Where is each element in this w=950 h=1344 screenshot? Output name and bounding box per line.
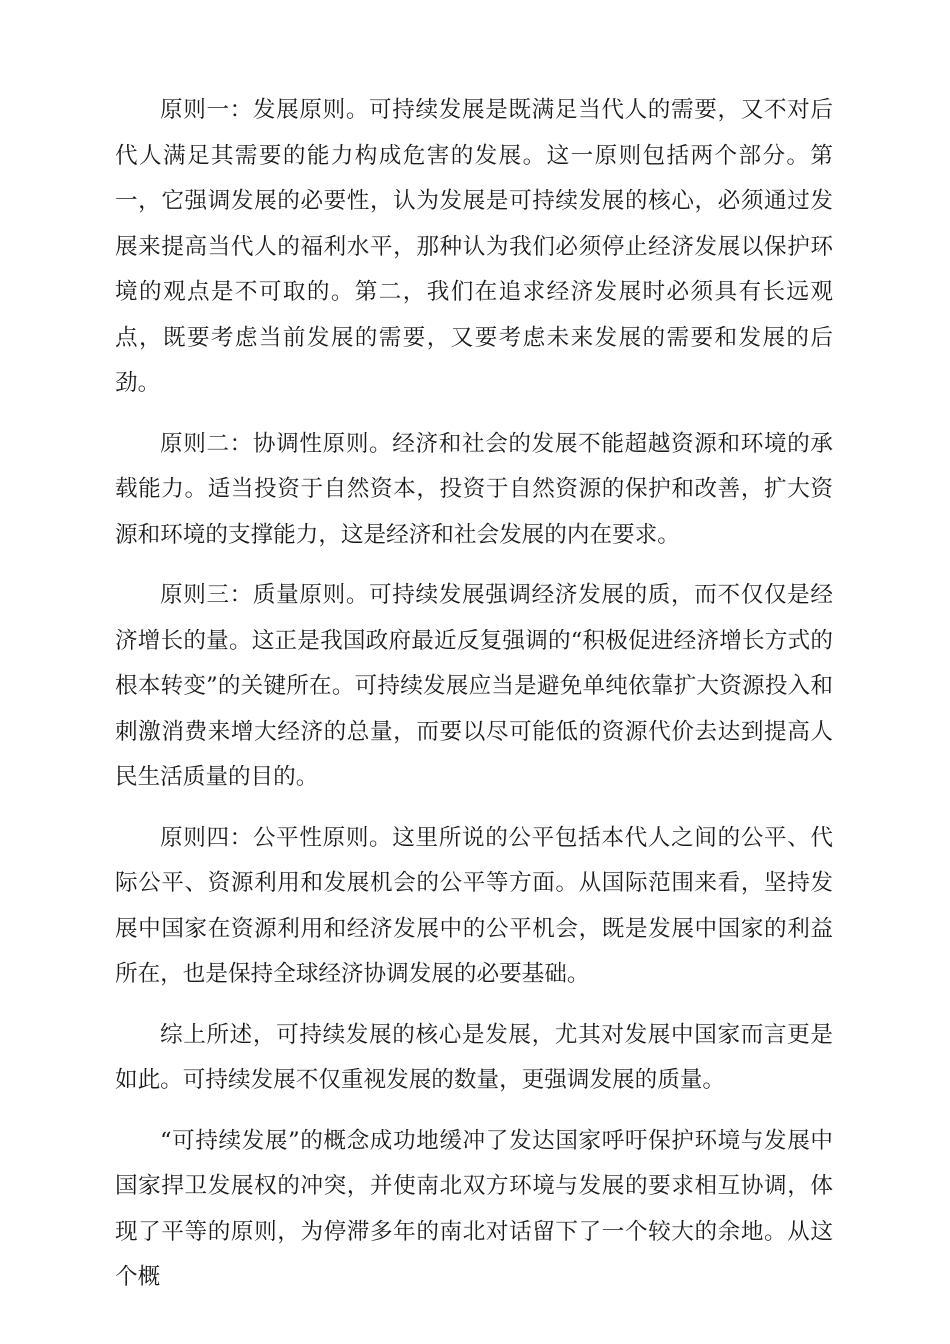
paragraph-principle-four: 原则四：公平性原则。这里所说的公平包括本代人之间的公平、代际公平、资源利用和发展机会的公平等方面。从国际范围来看，坚持发展中国家在资源利用和经济发展中的公平机会，既是发展中国家的利益所在，也是保持全球经济协调发展的必要基础。 — [115, 824, 833, 987]
paragraph-principle-three: 原则三：质量原则。可持续发展强调经济发展的质，而不仅仅是经济增长的量。这正是我国政府最近反复强调的“积极促进经济增长方式的根本转变”的关键所在。可持续发展应当是避免单纯依靠扩大资源投入和刺激消费来增大经济的总量，而要以尽可能低的资源代价去达到提高人民生活质量的目的。 — [115, 582, 833, 790]
paragraph-principle-one: 原则一：发展原则。可持续发展是既满足当代人的需要，又不对后代人满足其需要的能力构成危害的发展。这一原则包括两个部分。第一，它强调发展的必要性，认为发展是可持续发展的核心，必须通过发展来提高当代人的福利水平，那种认为我们必须停止经济发展以保护环境的观点是不可取的。第二，我们在追求经济发展时必须具有长远观点，既要考虑当前发展的需要，又要考虑未来发展的需要和发展的后劲。 — [115, 97, 833, 396]
paragraph-summary: 综上所述，可持续发展的核心是发展，尤其对发展中国家而言更是如此。可持续发展不仅重视发展的数量，更强调发展的质量。 — [115, 1021, 833, 1093]
paragraph-concept: “可持续发展”的概念成功地缓冲了发达国家呼吁保护环境与发展中国家捍卫发展权的冲突，并使南北双方环境与发展的要求相互协调，体现了平等的原则，为停滞多年的南北对话留下了一个较大的余地。从这个概 — [115, 1127, 833, 1290]
paragraph-principle-two: 原则二：协调性原则。经济和社会的发展不能超越资源和环境的承载能力。适当投资于自然资本，投资于自然资源的保护和改善，扩大资源和环境的支撑能力，这是经济和社会发展的内在要求。 — [115, 430, 833, 548]
document-body — [115, 88, 833, 1301]
